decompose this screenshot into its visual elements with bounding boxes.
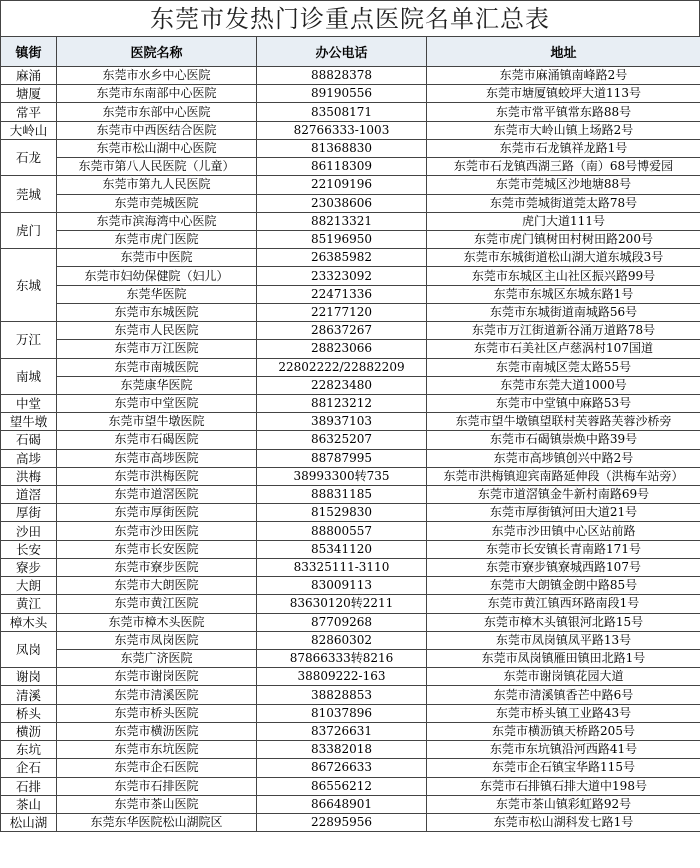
address-cell: 东莞市常平镇常东路88号 [427, 103, 700, 121]
hospital-name-cell: 东莞市樟木头医院 [57, 613, 257, 631]
hospital-name-cell: 东莞华医院 [57, 285, 257, 303]
phone-cell: 88787995 [257, 449, 427, 467]
town-cell: 大岭山 [1, 121, 57, 139]
hospital-name-cell: 东莞市滨海湾中心医院 [57, 212, 257, 230]
town-cell: 洪梅 [1, 467, 57, 485]
phone-cell: 22895956 [257, 813, 427, 831]
phone-cell: 82766333-1003 [257, 121, 427, 139]
phone-cell: 86325207 [257, 431, 427, 449]
address-cell: 虎门大道111号 [427, 212, 700, 230]
address-cell: 东莞市茶山镇彩虹路92号 [427, 795, 700, 813]
address-cell: 东莞市塘厦镇蛟坪大道113号 [427, 85, 700, 103]
table-row [1, 650, 700, 668]
address-cell: 东莞市东城区东城东路1号 [427, 285, 700, 303]
hospital-name-cell: 东莞市洪梅医院 [57, 467, 257, 485]
hospital-name-cell: 东莞市东城医院 [57, 303, 257, 321]
phone-cell: 83009113 [257, 577, 427, 595]
phone-cell: 28637267 [257, 322, 427, 340]
hospital-name-cell: 东莞市石排医院 [57, 777, 257, 795]
address-cell: 东莞市石排镇石排大道中198号 [427, 777, 700, 795]
hospital-name-cell: 东莞市中堂医院 [57, 394, 257, 412]
table-row [1, 322, 700, 340]
town-cell: 东坑 [1, 741, 57, 759]
table-row [1, 121, 700, 139]
hospital-name-cell: 东莞市茶山医院 [57, 795, 257, 813]
phone-cell: 22802222/22882209 [257, 358, 427, 376]
address-cell: 东莞市东城街道松山湖大道东城段3号 [427, 249, 700, 267]
phone-cell: 86556212 [257, 777, 427, 795]
town-cell: 寮步 [1, 558, 57, 576]
hospital-name-cell: 东莞市松山湖中心医院 [57, 139, 257, 157]
phone-cell: 81368830 [257, 139, 427, 157]
address-cell: 东莞市道滘镇金牛新村南路69号 [427, 486, 700, 504]
table-row [1, 668, 700, 686]
hospital-name-cell: 东莞市长安医院 [57, 540, 257, 558]
hospital-name-cell: 东莞市莞城医院 [57, 194, 257, 212]
table-row [1, 486, 700, 504]
address-cell: 东莞市虎门镇树田村树田路200号 [427, 230, 700, 248]
address-cell: 东莞市大岭山镇上场路2号 [427, 121, 700, 139]
phone-cell: 87709268 [257, 613, 427, 631]
address-cell: 东莞市石美社区卢慈涡村107国道 [427, 340, 700, 358]
phone-cell: 88123212 [257, 394, 427, 412]
town-cell: 企石 [1, 759, 57, 777]
table-row [1, 577, 700, 595]
town-cell: 万江 [1, 322, 57, 358]
header-hospital-name: 医院名称 [57, 37, 257, 67]
header-town: 镇街 [1, 37, 57, 67]
phone-cell: 83630120转2211 [257, 595, 427, 613]
phone-cell: 88800557 [257, 522, 427, 540]
table-row [1, 595, 700, 613]
phone-cell: 22109196 [257, 176, 427, 194]
town-cell: 樟木头 [1, 613, 57, 631]
table-row [1, 431, 700, 449]
table-row [1, 285, 700, 303]
address-cell: 东莞市谢岗镇花园大道 [427, 668, 700, 686]
hospital-name-cell: 东莞市桥头医院 [57, 704, 257, 722]
hospital-name-cell: 东莞市人民医院 [57, 322, 257, 340]
town-cell: 常平 [1, 103, 57, 121]
address-cell: 东莞市望牛墩镇望联村芙蓉路芙蓉沙桥旁 [427, 413, 700, 431]
phone-cell: 89190556 [257, 85, 427, 103]
table-row [1, 139, 700, 157]
address-cell: 东莞市万江街道新谷涌万道路78号 [427, 322, 700, 340]
phone-cell: 81037896 [257, 704, 427, 722]
table-row [1, 230, 700, 248]
address-cell: 东莞市莞城区沙地塘88号 [427, 176, 700, 194]
address-cell: 东莞市石碣镇崇焕中路39号 [427, 431, 700, 449]
phone-cell: 87866333转8216 [257, 650, 427, 668]
hospital-name-cell: 东莞市中医院 [57, 249, 257, 267]
town-cell: 石排 [1, 777, 57, 795]
table-row [1, 267, 700, 285]
address-cell: 东莞市凤岗镇凤平路13号 [427, 631, 700, 649]
town-cell: 塘厦 [1, 85, 57, 103]
town-cell: 石龙 [1, 139, 57, 175]
page-title: 东莞市发热门诊重点医院名单汇总表 [0, 0, 700, 36]
hospital-name-cell: 东莞市水乡中心医院 [57, 67, 257, 85]
phone-cell: 86648901 [257, 795, 427, 813]
phone-cell: 86118309 [257, 158, 427, 176]
table-row [1, 613, 700, 631]
hospital-name-cell: 东莞市妇幼保健院（妇儿） [57, 267, 257, 285]
town-cell: 石碣 [1, 431, 57, 449]
table-row [1, 394, 700, 412]
phone-cell: 38937103 [257, 413, 427, 431]
address-cell: 东莞市黄江镇西环路南段1号 [427, 595, 700, 613]
hospital-name-cell: 东莞市石碣医院 [57, 431, 257, 449]
header-address: 地址 [427, 37, 700, 67]
table-row [1, 158, 700, 176]
table-row [1, 340, 700, 358]
address-cell: 东莞市麻涌镇南峰路2号 [427, 67, 700, 85]
table-row [1, 722, 700, 740]
hospital-name-cell: 东莞市虎门医院 [57, 230, 257, 248]
hospital-name-cell: 东莞市东南部中心医院 [57, 85, 257, 103]
table-body [1, 67, 700, 832]
address-cell: 东莞市中堂镇中麻路53号 [427, 394, 700, 412]
town-cell: 虎门 [1, 212, 57, 248]
phone-cell: 38993300转735 [257, 467, 427, 485]
phone-cell: 85341120 [257, 540, 427, 558]
table-row [1, 67, 700, 85]
hospital-name-cell: 东莞市横沥医院 [57, 722, 257, 740]
address-cell: 东莞市桥头镇工业路43号 [427, 704, 700, 722]
table-row [1, 813, 700, 831]
phone-cell: 26385982 [257, 249, 427, 267]
town-cell: 道滘 [1, 486, 57, 504]
table-row [1, 194, 700, 212]
town-cell: 松山湖 [1, 813, 57, 831]
phone-cell: 23323092 [257, 267, 427, 285]
hospital-name-cell: 东莞市谢岗医院 [57, 668, 257, 686]
phone-cell: 23038606 [257, 194, 427, 212]
table-row [1, 759, 700, 777]
table-row [1, 103, 700, 121]
phone-cell: 85196950 [257, 230, 427, 248]
town-cell: 茶山 [1, 795, 57, 813]
phone-cell: 22823480 [257, 376, 427, 394]
table-row [1, 176, 700, 194]
table-row [1, 249, 700, 267]
table-row [1, 358, 700, 376]
table-header-row [1, 37, 700, 67]
hospital-name-cell: 东莞市中西医结合医院 [57, 121, 257, 139]
table-row [1, 522, 700, 540]
hospital-name-cell: 东莞市第九人民医院 [57, 176, 257, 194]
table-row [1, 558, 700, 576]
table-row [1, 449, 700, 467]
header-phone: 办公电话 [257, 37, 427, 67]
address-cell: 东莞市寮步镇寮城西路107号 [427, 558, 700, 576]
address-cell: 东莞市石龙镇祥龙路1号 [427, 139, 700, 157]
table-row [1, 212, 700, 230]
table-row [1, 686, 700, 704]
phone-cell: 83382018 [257, 741, 427, 759]
address-cell: 东莞市沙田镇中心区站前路 [427, 522, 700, 540]
hospital-name-cell: 东莞市第八人民医院（儿童） [57, 158, 257, 176]
table-row [1, 631, 700, 649]
address-cell: 东莞市东坑镇沿河西路41号 [427, 741, 700, 759]
address-cell: 东莞市凤岗镇雁田镇田北路1号 [427, 650, 700, 668]
address-cell: 东莞市厚街镇河田大道21号 [427, 504, 700, 522]
hospital-name-cell: 东莞市黄江医院 [57, 595, 257, 613]
phone-cell: 83726631 [257, 722, 427, 740]
town-cell: 长安 [1, 540, 57, 558]
table-row [1, 376, 700, 394]
hospital-name-cell: 东莞东华医院松山湖院区 [57, 813, 257, 831]
town-cell: 横沥 [1, 722, 57, 740]
hospital-name-cell: 东莞市东部中心医院 [57, 103, 257, 121]
table-row [1, 777, 700, 795]
table-row [1, 413, 700, 431]
address-cell: 东莞市横沥镇天桥路205号 [427, 722, 700, 740]
phone-cell: 22471336 [257, 285, 427, 303]
address-cell: 东莞市莞城街道莞太路78号 [427, 194, 700, 212]
town-cell: 南城 [1, 358, 57, 394]
address-cell: 东莞市南城区莞太路55号 [427, 358, 700, 376]
address-cell: 东莞市高埗镇创兴中路2号 [427, 449, 700, 467]
hospital-name-cell: 东莞市清溪医院 [57, 686, 257, 704]
hospital-name-cell: 东莞市道滘医院 [57, 486, 257, 504]
town-cell: 望牛墩 [1, 413, 57, 431]
address-cell: 东莞市东城街道南城路56号 [427, 303, 700, 321]
town-cell: 清溪 [1, 686, 57, 704]
hospital-name-cell: 东莞市企石医院 [57, 759, 257, 777]
hospital-name-cell: 东莞市万江医院 [57, 340, 257, 358]
town-cell: 沙田 [1, 522, 57, 540]
town-cell: 凤岗 [1, 631, 57, 667]
phone-cell: 28823066 [257, 340, 427, 358]
town-cell: 东城 [1, 249, 57, 322]
address-cell: 东莞市洪梅镇迎宾南路延伸段（洪梅车站旁） [427, 467, 700, 485]
town-cell: 黄江 [1, 595, 57, 613]
address-cell: 东莞市樟木头镇银河北路15号 [427, 613, 700, 631]
address-cell: 东莞市东莞大道1000号 [427, 376, 700, 394]
hospital-name-cell: 东莞市高埗医院 [57, 449, 257, 467]
hospital-table [0, 36, 700, 832]
table-row [1, 704, 700, 722]
town-cell: 麻涌 [1, 67, 57, 85]
town-cell: 大朗 [1, 577, 57, 595]
address-cell: 东莞市松山湖科发七路1号 [427, 813, 700, 831]
hospital-name-cell: 东莞市沙田医院 [57, 522, 257, 540]
hospital-name-cell: 东莞市寮步医院 [57, 558, 257, 576]
table-row [1, 85, 700, 103]
hospital-name-cell: 东莞市东坑医院 [57, 741, 257, 759]
phone-cell: 86726633 [257, 759, 427, 777]
phone-cell: 22177120 [257, 303, 427, 321]
town-cell: 厚街 [1, 504, 57, 522]
hospital-name-cell: 东莞康华医院 [57, 376, 257, 394]
town-cell: 谢岗 [1, 668, 57, 686]
phone-cell: 83508171 [257, 103, 427, 121]
table-row [1, 303, 700, 321]
address-cell: 东莞市石龙镇西湖三路（南）68号博爱园 [427, 158, 700, 176]
phone-cell: 88213321 [257, 212, 427, 230]
phone-cell: 82860302 [257, 631, 427, 649]
address-cell: 东莞市清溪镇香芒中路6号 [427, 686, 700, 704]
phone-cell: 88828378 [257, 67, 427, 85]
town-cell: 中堂 [1, 394, 57, 412]
town-cell: 桥头 [1, 704, 57, 722]
town-cell: 莞城 [1, 176, 57, 212]
address-cell: 东莞市长安镇长青南路171号 [427, 540, 700, 558]
hospital-name-cell: 东莞市大朗医院 [57, 577, 257, 595]
table-row [1, 467, 700, 485]
phone-cell: 83325111-3110 [257, 558, 427, 576]
hospital-name-cell: 东莞市望牛墩医院 [57, 413, 257, 431]
table-row [1, 504, 700, 522]
table-row [1, 795, 700, 813]
phone-cell: 38809222-163 [257, 668, 427, 686]
address-cell: 东莞市企石镇宝华路115号 [427, 759, 700, 777]
hospital-name-cell: 东莞广济医院 [57, 650, 257, 668]
hospital-name-cell: 东莞市厚街医院 [57, 504, 257, 522]
phone-cell: 38828853 [257, 686, 427, 704]
address-cell: 东莞市大朗镇金朗中路85号 [427, 577, 700, 595]
phone-cell: 81529830 [257, 504, 427, 522]
table-row [1, 741, 700, 759]
hospital-name-cell: 东莞市凤岗医院 [57, 631, 257, 649]
town-cell: 高埗 [1, 449, 57, 467]
table-row [1, 540, 700, 558]
address-cell: 东莞市东城区主山社区振兴路99号 [427, 267, 700, 285]
hospital-name-cell: 东莞市南城医院 [57, 358, 257, 376]
phone-cell: 88831185 [257, 486, 427, 504]
